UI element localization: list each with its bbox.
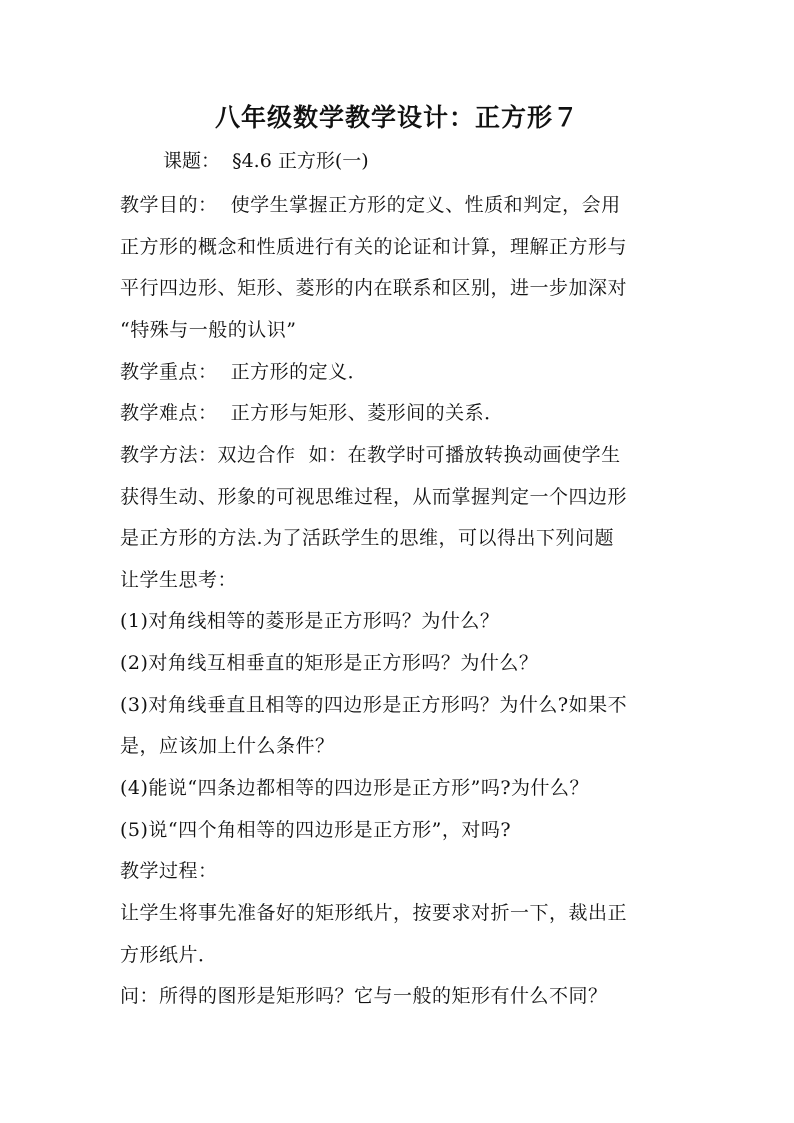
text-line: 让学生将事先准备好的矩形纸片，按要求对折一下，裁出正 bbox=[120, 902, 628, 924]
text-line: 问：所得的图形是矩形吗？它与一般的矩形有什么不同？ bbox=[120, 985, 608, 1007]
text-line: 方形纸片． bbox=[120, 944, 218, 966]
text-line: “特殊与一般的认识” bbox=[120, 319, 297, 341]
text-line: 获得生动、形象的可视思维过程，从而掌握判定一个四边形 bbox=[120, 486, 628, 508]
lesson-topic: 课题： §4.6 正方形(一) bbox=[163, 150, 369, 172]
text-line: 教学方法：双边合作 如：在教学时可播放转换动画使学生 bbox=[120, 444, 621, 466]
text-line: 教学目的： 使学生掌握正方形的定义、性质和判定，会用 bbox=[120, 194, 621, 216]
question-item: (4)能说“四条边都相等的四边形是正方形”吗?为什么？ bbox=[120, 777, 590, 799]
text-line: 让学生思考： bbox=[120, 569, 238, 591]
text-line: 教学难点： 正方形与矩形、菱形间的关系． bbox=[120, 402, 504, 424]
text-line: 教学重点： 正方形的定义． bbox=[120, 361, 368, 383]
question-item: 是，应该加上什么条件？ bbox=[120, 735, 335, 757]
question-item: (5)说“四个角相等的四边形是正方形”，对吗? bbox=[120, 819, 512, 841]
question-item: (2)对角线互相垂直的矩形是正方形吗？为什么？ bbox=[120, 652, 539, 674]
text-line: 正方形的概念和性质进行有关的论证和计算，理解正方形与 bbox=[120, 236, 628, 258]
text-line: 是正方形的方法.为了活跃学生的思维，可以得出下列问题 bbox=[120, 527, 615, 549]
text-line: 平行四边形、矩形、菱形的内在联系和区别，进一步加深对 bbox=[120, 277, 628, 299]
text-line: 教学过程： bbox=[120, 860, 218, 882]
question-item: (1)对角线相等的菱形是正方形吗？为什么？ bbox=[120, 610, 500, 632]
document-title: 八年级数学教学设计：正方形７ bbox=[214, 103, 579, 132]
question-item: (3)对角线垂直且相等的四边形是正方形吗？为什么?如果不 bbox=[120, 694, 628, 716]
